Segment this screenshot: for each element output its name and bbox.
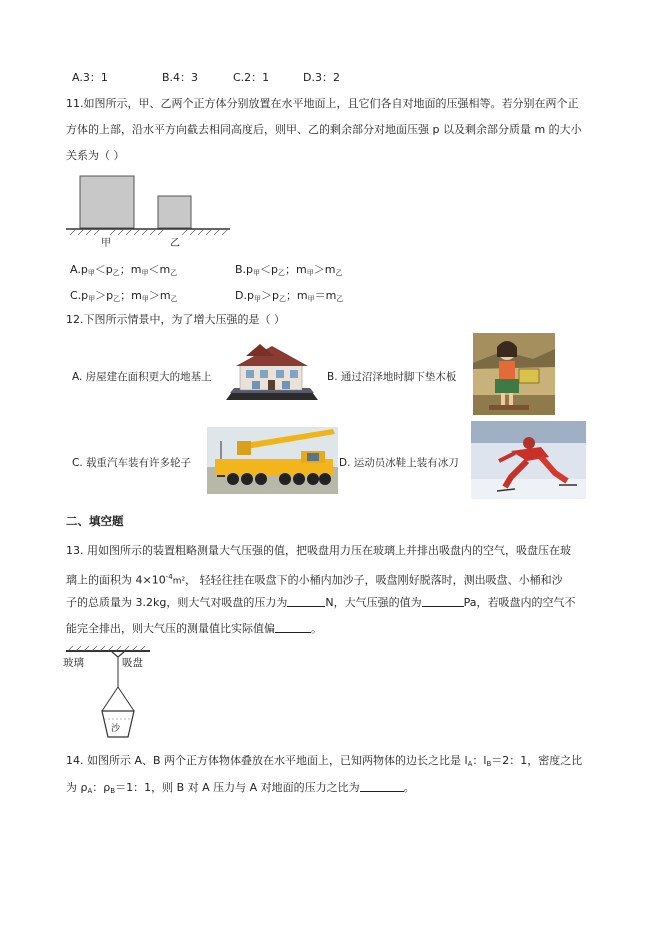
- ground-hatching: [70, 229, 228, 235]
- q10-option-d: D.3：2: [303, 71, 340, 84]
- q13-blank-pressure[interactable]: [422, 596, 464, 607]
- q11-option-d: $D.p_甲>p_乙$；$m_甲=m_乙$: [235, 289, 344, 303]
- cube-jia: [80, 176, 134, 228]
- q12-stem: 12.下图所示情景中，为了增大压强的是（ ）: [66, 313, 285, 326]
- q11-stem-line3: 关系为（ ）: [66, 149, 125, 162]
- q13-line1: 13. 用如图所示的装置粗略测量大气压强的值，把吸盘用力压在玻璃上并排出吸盘内的空气，吸盘压在玻: [66, 544, 571, 557]
- q11-option-c: $C.p_甲>p_乙$；$m_甲>m_乙$: [70, 289, 178, 303]
- q11-option-b: $B.p_甲<p_乙$；$m_甲>m_乙$: [235, 263, 343, 277]
- q11-stem-line2: 方体的上部，沿水平方向截去相同高度后，则甲、乙的剩余部分对地面压强 p 以及剩余部分质量 m 的大小: [66, 123, 582, 136]
- q10-option-c: C.2：1: [233, 71, 270, 84]
- q12-option-c: C. 载重汽车装有许多轮子: [72, 457, 192, 469]
- q13-line2: 璃上的面积为 $4\times 10^{-4}m^2$， 轻轻往挂在吸盘下的小桶内加沙子，吸盘刚好脱落时，测出吸盘、小桶和沙: [66, 573, 563, 587]
- section-heading-fill-in: 二、填空题: [66, 514, 124, 528]
- cube-yi: [158, 196, 191, 228]
- q14-line1: 14. 如图所示 A、B 两个正方体物体叠放在水平地面上，已知两物体的边长之比是 $l_A$：$l_B=2$：1，密度之比: [66, 754, 583, 768]
- q10-option-a: A.3：1: [72, 71, 108, 84]
- q14-blank-ratio[interactable]: [360, 781, 404, 792]
- q14-line2: 为 $\rho_A$：$\rho_B=1$：1，则 B 对 A 压力与 A 对地面的压力之比为 。: [66, 781, 415, 795]
- crane-truck-image: [207, 427, 338, 494]
- q13-blank-force[interactable]: [287, 596, 325, 607]
- speed-skater-image: [471, 421, 586, 499]
- q12-option-d: D. 运动员冰鞋上装有冰刀: [339, 457, 459, 469]
- q13-blank-bias[interactable]: [275, 622, 311, 633]
- q12-option-b: B. 通过沼泽地时脚下垫木板: [327, 371, 457, 383]
- house-image: [224, 338, 322, 404]
- q11-stem-line1: 11.如图所示，甲、乙两个正方体分别放置在水平地面上，且它们各自对地面的压强相等。若分别在两个正: [66, 97, 579, 110]
- q12-option-a: A. 房屋建在面积更大的地基上: [72, 371, 212, 383]
- swamp-girl-image: [473, 333, 555, 415]
- label-yi: 乙: [170, 238, 180, 249]
- q10-option-b: B.4：3: [162, 71, 199, 84]
- label-jia: 甲: [101, 238, 111, 249]
- q11-option-a: $A.p_甲<p_乙$；$m_甲<m_乙$: [70, 263, 178, 277]
- q13-line3: 子的总质量为 3.2kg，则大气对吸盘的压力为 N，大气压强的值为 Pa，若吸盘内的空气不: [66, 596, 576, 609]
- label-glass: 玻璃: [63, 657, 84, 669]
- q11-cubes-figure: [64, 172, 234, 248]
- label-sand: 沙: [111, 724, 121, 734]
- q13-line4: 能完全排出，则大气压的测量值比实际值偏 。: [66, 622, 322, 635]
- label-suction-cup: 吸盘: [122, 657, 143, 669]
